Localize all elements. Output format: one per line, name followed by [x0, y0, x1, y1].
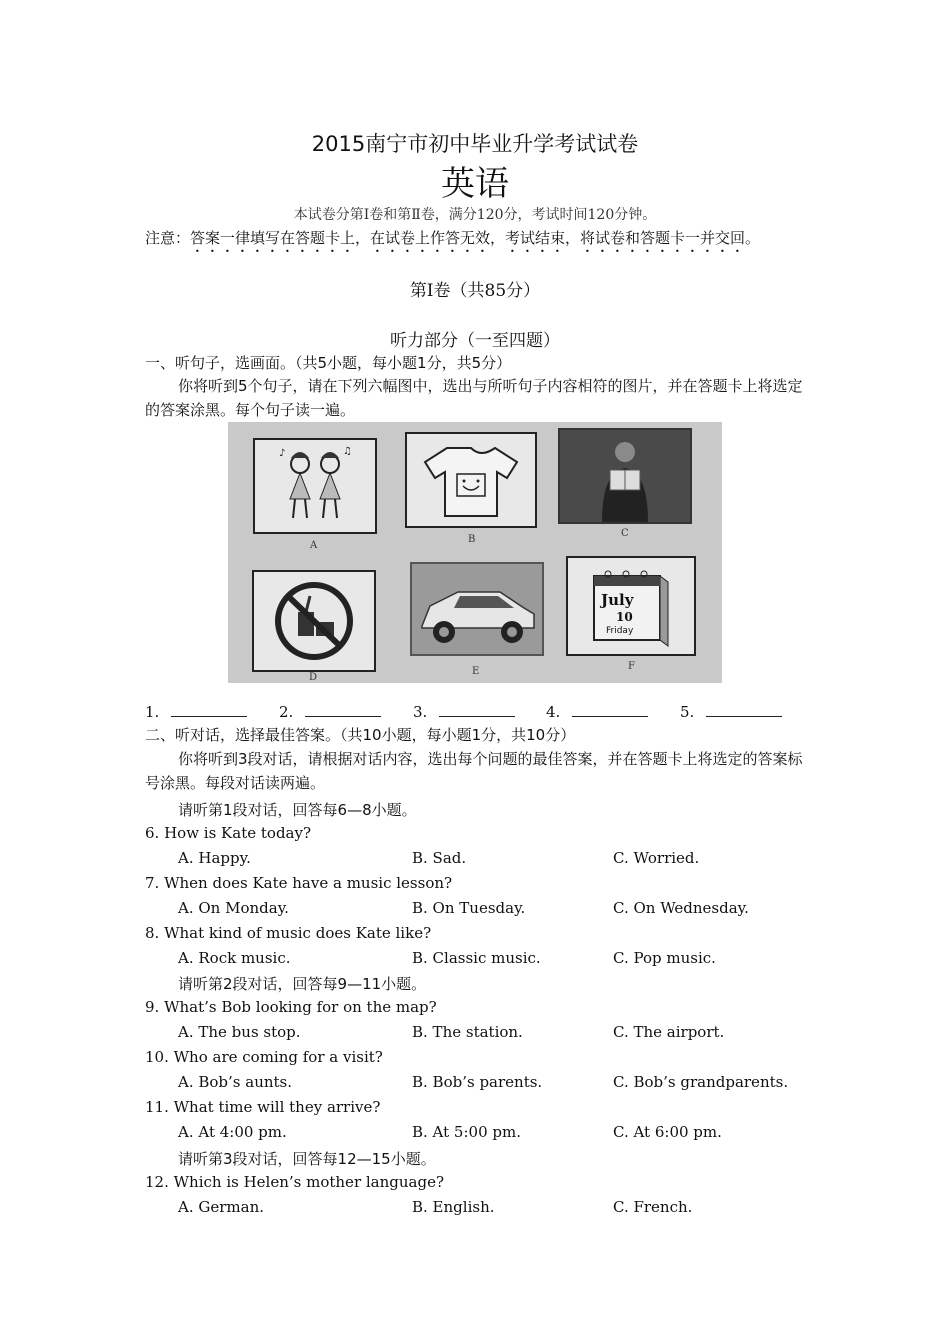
picture-b	[405, 432, 537, 528]
q11-option-c[interactable]: C. At 6:00 pm.	[613, 1123, 722, 1141]
calendar-day: 10	[616, 610, 633, 624]
picture-d-label: D	[309, 672, 318, 683]
picture-a-label: A	[310, 540, 318, 551]
q12-option-b[interactable]: B. English.	[412, 1198, 495, 1216]
exam-intro: 本试卷分第Ⅰ卷和第Ⅱ卷，满分120分，考试时间120分钟。	[293, 207, 657, 223]
q11-option-b[interactable]: B. At 5:00 pm.	[412, 1123, 521, 1141]
question-8: 8. What kind of music does Kate like?	[145, 924, 432, 942]
part-heading: 听力部分（一至四题）	[390, 331, 560, 351]
section1-instruction: 你将听到5个句子，请在下列六幅图中，选出与所听句子内容相符的图片，并在答题卡上将选定的答案涂黑。每个句子读一遍。	[145, 377, 803, 419]
section1-heading: 一、听句子，选画面。（共5小题，每小题1分，共5分）	[145, 354, 512, 372]
calendar-weekday: Friday	[606, 626, 634, 636]
q10-option-c[interactable]: C. Bob’s grandparents.	[613, 1073, 789, 1091]
reading-person-icon	[560, 430, 690, 522]
picture-b-label: B	[468, 534, 476, 545]
question-11: 11. What time will they arrive?	[145, 1098, 381, 1116]
calendar-icon	[568, 558, 694, 654]
q8-option-a[interactable]: A. Rock music.	[178, 949, 291, 967]
notice	[145, 227, 760, 256]
picture-c-label: C	[621, 528, 629, 539]
picture-e	[410, 562, 544, 656]
picture-grid	[228, 422, 722, 683]
picture-a	[253, 438, 377, 534]
q12-option-a[interactable]: A. German.	[178, 1198, 264, 1216]
notice-body: 答案一律填写在答题卡上，在试卷上作答无效，考试结束，将试卷和答题卡一并交回。	[190, 229, 761, 247]
section2-instruction: 你将听到3段对话，请根据对话内容，选出每个问题的最佳答案，并在答题卡上将选定的答案标号涂黑。每段对话读两遍。	[145, 750, 803, 792]
calendar-month: July	[601, 591, 634, 609]
singing-girls-icon	[255, 440, 375, 532]
q7-option-b[interactable]: B. On Tuesday.	[412, 899, 526, 917]
no-food-drink-icon	[254, 572, 374, 670]
picture-c	[558, 428, 692, 524]
q8-option-c[interactable]: C. Pop music.	[613, 949, 716, 967]
question-7: 7. When does Kate have a music lesson?	[145, 874, 453, 892]
picture-f-label: F	[628, 661, 635, 672]
notice-prefix: 注意：	[145, 229, 191, 247]
answer-blank-4[interactable]: 4.	[546, 702, 648, 721]
picture-d	[252, 570, 376, 672]
q11-option-a[interactable]: A. At 4:00 pm.	[178, 1123, 287, 1141]
q6-option-c[interactable]: C. Worried.	[613, 849, 700, 867]
picture-e-label: E	[472, 666, 480, 677]
q10-option-b[interactable]: B. Bob’s parents.	[412, 1073, 543, 1091]
q10-option-a[interactable]: A. Bob’s aunts.	[178, 1073, 293, 1091]
q9-option-a[interactable]: A. The bus stop.	[178, 1023, 301, 1041]
exam-title: 2015南宁市初中毕业升学考试试卷	[311, 132, 639, 156]
q12-option-c[interactable]: C. French.	[613, 1198, 693, 1216]
q9-option-c[interactable]: C. The airport.	[613, 1023, 725, 1041]
q6-option-a[interactable]: A. Happy.	[178, 849, 251, 867]
question-12: 12. Which is Helen’s mother language?	[145, 1173, 445, 1191]
dialog2-instruction: 请听第2段对话，回答每9—11小题。	[178, 975, 427, 993]
question-6: 6. How is Kate today?	[145, 824, 312, 842]
q7-option-a[interactable]: A. On Monday.	[178, 899, 289, 917]
answer-blank-5[interactable]: 5.	[680, 702, 782, 721]
dialog1-instruction: 请听第1段对话，回答每6—8小题。	[178, 801, 417, 819]
question-10: 10. Who are coming for a visit?	[145, 1048, 383, 1066]
volume-heading: 第Ⅰ卷（共85分）	[409, 281, 541, 301]
car-icon	[412, 564, 542, 654]
section2-heading: 二、听对话，选择最佳答案。（共10小题，每小题1分，共10分）	[145, 726, 576, 744]
picture-f	[566, 556, 696, 656]
answer-blank-1[interactable]: 1.	[145, 702, 247, 721]
answer-blank-3[interactable]: 3.	[413, 702, 515, 721]
answer-blank-2[interactable]: 2.	[279, 702, 381, 721]
q7-option-c[interactable]: C. On Wednesday.	[613, 899, 749, 917]
q8-option-b[interactable]: B. Classic music.	[412, 949, 541, 967]
q9-option-b[interactable]: B. The station.	[412, 1023, 523, 1041]
q6-option-b[interactable]: B. Sad.	[412, 849, 467, 867]
svg-text:♫: ♫	[343, 446, 352, 457]
t-shirt-icon	[407, 434, 535, 526]
question-9: 9. What’s Bob looking for on the map?	[145, 998, 437, 1016]
subject-title: 英语	[441, 164, 509, 204]
svg-text:♪: ♪	[279, 448, 286, 459]
dialog3-instruction: 请听第3段对话，回答每12—15小题。	[178, 1150, 436, 1168]
